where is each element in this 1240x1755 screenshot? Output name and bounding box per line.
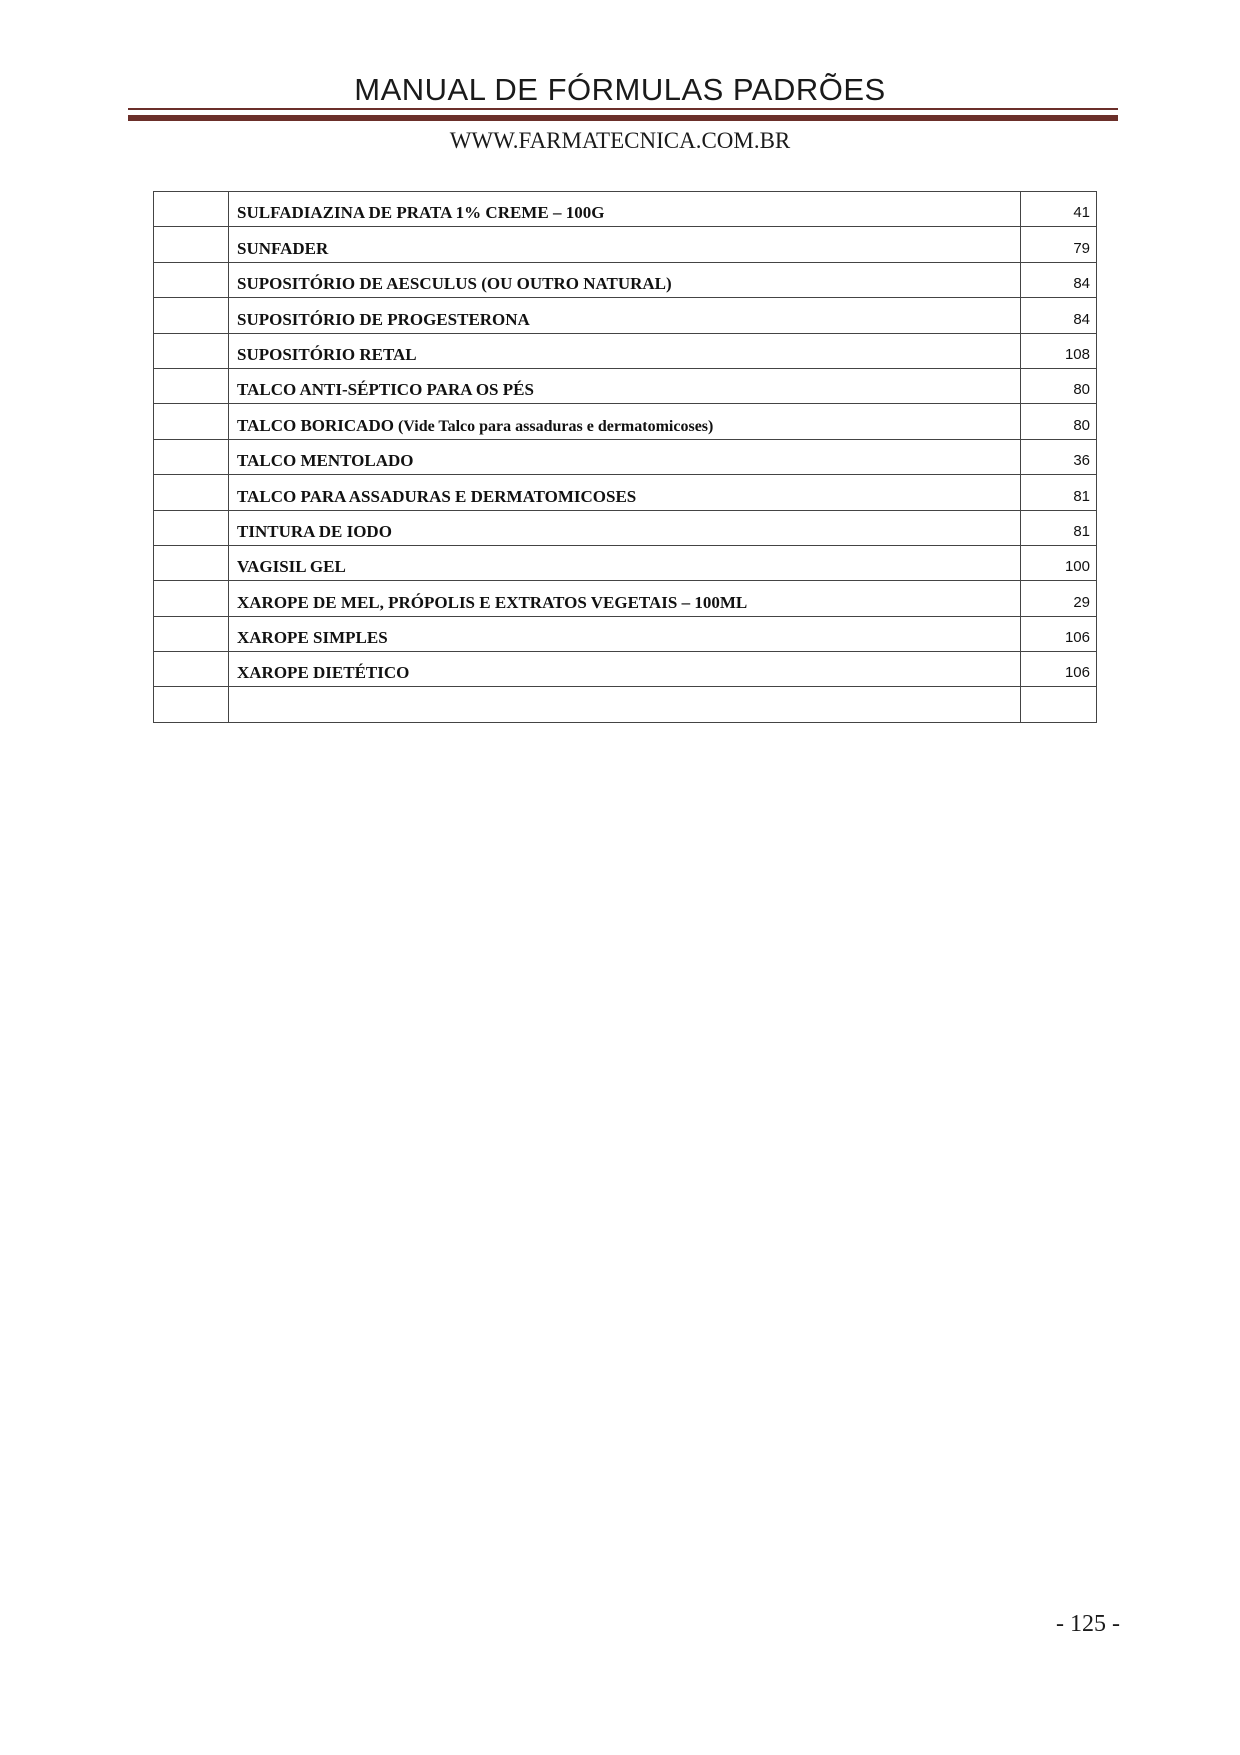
entry-name-cell <box>229 475 1021 510</box>
entry-name-cell <box>229 439 1021 474</box>
table-row <box>154 298 1097 333</box>
table-row <box>154 545 1097 580</box>
table-row <box>154 652 1097 687</box>
entry-name: TINTURA DE IODO <box>237 521 392 541</box>
header-divider-thick <box>128 115 1118 121</box>
entry-page-number: 106 <box>1021 616 1097 651</box>
entry-name: SUPOSITÓRIO DE AESCULUS (OU OUTRO NATURAL) <box>237 274 672 294</box>
entry-page-number: 80 <box>1021 404 1097 439</box>
entry-name: SUPOSITÓRIO RETAL <box>237 344 417 364</box>
table-row <box>154 687 1097 722</box>
row-blank-cell <box>154 333 229 368</box>
row-blank-cell <box>154 439 229 474</box>
row-blank-cell <box>154 581 229 616</box>
entry-page-number: 79 <box>1021 227 1097 262</box>
entry-name-cell <box>229 652 1021 687</box>
entry-name: SULFADIAZINA DE PRATA 1% CREME – 100G <box>237 203 605 223</box>
row-blank-cell <box>154 262 229 297</box>
entry-name-cell <box>229 192 1021 227</box>
row-blank-cell <box>154 652 229 687</box>
row-blank-cell <box>154 192 229 227</box>
table-row <box>154 192 1097 227</box>
row-blank-cell <box>154 687 229 722</box>
entry-name-cell <box>229 298 1021 333</box>
entry-page-number: 80 <box>1021 368 1097 403</box>
table-row <box>154 475 1097 510</box>
entry-page-number: 81 <box>1021 475 1097 510</box>
entry-name: TALCO PARA ASSADURAS E DERMATOMICOSES <box>237 486 637 506</box>
entry-name-cell <box>229 368 1021 403</box>
entry-page-number: 29 <box>1021 581 1097 616</box>
index-table <box>153 191 1097 723</box>
entry-name: XAROPE SIMPLES <box>237 628 388 648</box>
index-table-body <box>154 192 1097 723</box>
entry-page-number: 84 <box>1021 262 1097 297</box>
entry-name: TALCO MENTOLADO <box>237 451 414 471</box>
table-row <box>154 262 1097 297</box>
table-row <box>154 227 1097 262</box>
entry-page-number: 84 <box>1021 298 1097 333</box>
table-row <box>154 581 1097 616</box>
entry-name-cell <box>229 262 1021 297</box>
entry-name-cell <box>229 510 1021 545</box>
entry-page-number: 108 <box>1021 333 1097 368</box>
entry-name: XAROPE DE MEL, PRÓPOLIS E EXTRATOS VEGETAIS – 100ML <box>237 592 748 612</box>
entry-name-cell <box>229 404 1021 439</box>
entry-name-cell <box>229 333 1021 368</box>
row-blank-cell <box>154 227 229 262</box>
entry-page-number: 41 <box>1021 192 1097 227</box>
document-title: MANUAL DE FÓRMULAS PADRÕES <box>354 72 886 107</box>
row-blank-cell <box>154 475 229 510</box>
entry-name: TALCO BORICADO <box>237 415 394 435</box>
entry-name: XAROPE DIETÉTICO <box>237 663 410 683</box>
entry-name: VAGISIL GEL <box>237 557 346 577</box>
page-number: - 125 - <box>1056 1611 1120 1637</box>
row-blank-cell <box>154 616 229 651</box>
entry-name-cell <box>229 227 1021 262</box>
entry-name: SUNFADER <box>237 238 329 258</box>
entry-page-number: 100 <box>1021 545 1097 580</box>
row-blank-cell <box>154 298 229 333</box>
entry-name-cell <box>229 581 1021 616</box>
entry-name-cell <box>229 616 1021 651</box>
row-blank-cell <box>154 545 229 580</box>
table-row <box>154 439 1097 474</box>
row-blank-cell <box>154 368 229 403</box>
entry-name: SUPOSITÓRIO DE PROGESTERONA <box>237 309 530 329</box>
entry-note: (Vide Talco para assaduras e dermatomicoses) <box>393 417 714 435</box>
entry-name-cell <box>229 545 1021 580</box>
table-row <box>154 333 1097 368</box>
entry-page-number <box>1021 687 1097 722</box>
entry-page-number: 81 <box>1021 510 1097 545</box>
table-row <box>154 616 1097 651</box>
entry-page-number: 106 <box>1021 652 1097 687</box>
table-row <box>154 368 1097 403</box>
header-divider-thin <box>128 108 1118 110</box>
entry-name: TALCO ANTI-SÉPTICO PARA OS PÉS <box>237 380 534 400</box>
entry-page-number: 36 <box>1021 439 1097 474</box>
row-blank-cell <box>154 510 229 545</box>
table-row <box>154 404 1097 439</box>
table-row <box>154 510 1097 545</box>
website-url: WWW.FARMATECNICA.COM.BR <box>449 128 791 153</box>
entry-name-cell <box>229 687 1021 722</box>
row-blank-cell <box>154 404 229 439</box>
